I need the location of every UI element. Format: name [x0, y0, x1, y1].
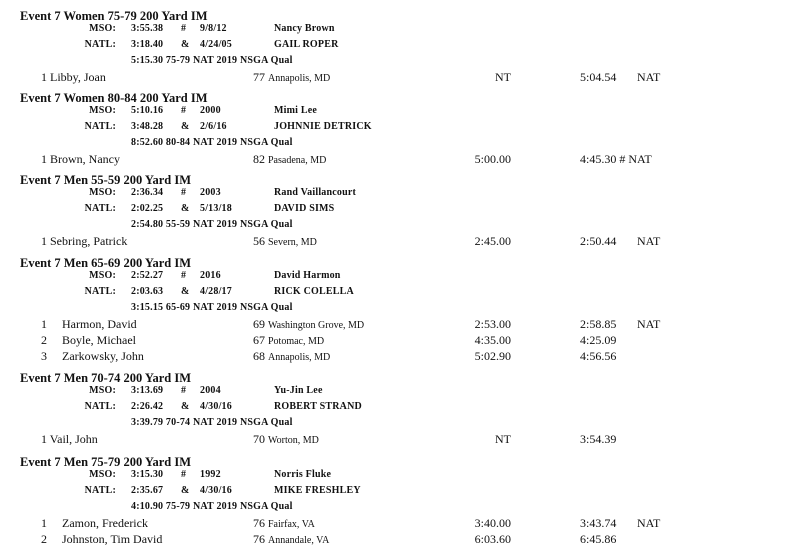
- qualifying-standard: 3:39.79 70-74 NAT 2019 NSGA Qual: [131, 417, 293, 428]
- record-date: 2003: [200, 187, 221, 198]
- swimmer-team: Potomac, MD: [268, 336, 325, 347]
- event-title: Event 7 Men 55-59 200 Yard IM: [20, 173, 192, 187]
- record-label: NATL:: [84, 485, 116, 496]
- swimmer-place: 1: [41, 70, 47, 84]
- record-mark: &: [181, 401, 190, 412]
- record-label: MSO:: [89, 385, 116, 396]
- final-time: 3:43.74: [580, 516, 617, 530]
- seed-time: 5:00.00: [474, 152, 511, 166]
- qualifying-standard: 5:15.30 75-79 NAT 2019 NSGA Qual: [131, 55, 293, 66]
- record-time: 2:26.42: [131, 401, 164, 412]
- event-title: Event 7 Women 80-84 200 Yard IM: [20, 91, 208, 105]
- swimmer-place: 1: [41, 317, 47, 331]
- swimmer-name: Brown, Nancy: [50, 152, 120, 166]
- record-holder: MIKE FRESHLEY: [274, 485, 361, 496]
- record-holder: Nancy Brown: [274, 23, 335, 34]
- record-mark: &: [181, 286, 190, 297]
- record-label: NATL:: [84, 401, 116, 412]
- record-date: 4/24/05: [200, 39, 232, 50]
- swimmer-place: 1: [41, 516, 47, 530]
- record-mark: &: [181, 39, 190, 50]
- swimmer-place: 1: [41, 152, 47, 166]
- record-mark: #: [181, 385, 187, 396]
- swimmer-place: 2: [41, 333, 47, 347]
- record-time: 2:02.25: [131, 203, 164, 214]
- record-mark: #: [181, 469, 187, 480]
- qualifying-standard: 4:10.90 75-79 NAT 2019 NSGA Qual: [131, 501, 293, 512]
- record-label: NATL:: [84, 286, 116, 297]
- final-time: 4:45.30 # NAT: [580, 152, 652, 166]
- event-title: Event 7 Men 65-69 200 Yard IM: [20, 256, 192, 270]
- record-holder: David Harmon: [274, 270, 341, 281]
- seed-time: 6:03.60: [474, 532, 511, 546]
- swimmer-name: Zamon, Frederick: [62, 516, 148, 530]
- swimmer-age: 77: [253, 70, 265, 84]
- record-label: MSO:: [89, 187, 116, 198]
- record-time: 2:35.67: [131, 485, 164, 496]
- swimmer-place: 3: [41, 349, 47, 363]
- qualifying-standard: 2:54.80 55-59 NAT 2019 NSGA Qual: [131, 219, 293, 230]
- seed-time: 3:40.00: [474, 516, 511, 530]
- record-mark: &: [181, 485, 190, 496]
- qualifying-standard: 3:15.15 65-69 NAT 2019 NSGA Qual: [131, 302, 293, 313]
- record-mark: #: [181, 23, 187, 34]
- record-holder: Rand Vaillancourt: [274, 187, 357, 198]
- record-date: 2000: [200, 105, 221, 116]
- swimmer-team: Annapolis, MD: [268, 352, 331, 363]
- record-time: 3:55.38: [131, 23, 164, 34]
- record-date: 5/13/18: [200, 203, 232, 214]
- swimmer-name: Sebring, Patrick: [50, 234, 128, 248]
- record-time: 5:10.16: [131, 105, 164, 116]
- seed-time: 2:45.00: [474, 234, 511, 248]
- swimmer-team: Fairfax, VA: [268, 519, 315, 530]
- final-time: 2:50.44: [580, 234, 617, 248]
- record-date: 2016: [200, 270, 221, 281]
- record-time: 3:15.30: [131, 469, 164, 480]
- record-holder: Yu-Jin Lee: [274, 385, 323, 396]
- qualifying-standard: 8:52.60 80-84 NAT 2019 NSGA Qual: [131, 137, 293, 148]
- seed-time: 5:02.90: [474, 349, 511, 363]
- swimmer-name: Vail, John: [49, 432, 98, 446]
- record-label: MSO:: [89, 270, 116, 281]
- record-holder: GAIL ROPER: [274, 39, 339, 50]
- record-date: 4/30/16: [200, 485, 232, 496]
- record-time: 2:03.63: [131, 286, 164, 297]
- final-time: 4:56.56: [580, 349, 617, 363]
- record-time: 2:52.27: [131, 270, 164, 281]
- qualifier-note: NAT: [637, 234, 661, 248]
- record-time: 2:36.34: [131, 187, 164, 198]
- swimmer-name: Johnston, Tim David: [62, 532, 163, 546]
- event-title: Event 7 Men 75-79 200 Yard IM: [20, 455, 192, 469]
- record-label: MSO:: [89, 105, 116, 116]
- final-time: 2:58.85: [580, 317, 617, 331]
- swimmer-team: Annandale, VA: [268, 535, 330, 546]
- record-mark: &: [181, 203, 190, 214]
- seed-time: NT: [495, 70, 511, 84]
- record-holder: Norris Fluke: [274, 469, 332, 480]
- final-time: 5:04.54: [580, 70, 617, 84]
- swimmer-team: Washington Grove, MD: [268, 320, 365, 331]
- swimmer-age: 67: [253, 333, 265, 347]
- swimmer-team: Severn, MD: [268, 237, 317, 248]
- record-label: NATL:: [84, 121, 116, 132]
- record-date: 1992: [200, 469, 221, 480]
- record-mark: &: [181, 121, 190, 132]
- record-mark: #: [181, 270, 187, 281]
- swimmer-team: Pasadena, MD: [268, 155, 327, 166]
- record-label: NATL:: [84, 39, 116, 50]
- record-mark: #: [181, 187, 187, 198]
- record-holder: ROBERT STRAND: [274, 401, 362, 412]
- record-label: MSO:: [89, 469, 116, 480]
- record-date: 9/8/12: [200, 23, 227, 34]
- swimmer-name: Zarkowsky, John: [62, 349, 144, 363]
- record-date: 4/30/16: [200, 401, 232, 412]
- swimmer-age: 69: [253, 317, 265, 331]
- swimmer-team: Annapolis, MD: [268, 73, 331, 84]
- swimmer-team: Worton, MD: [268, 435, 319, 446]
- swimmer-age: 68: [253, 349, 265, 363]
- record-time: 3:18.40: [131, 39, 164, 50]
- final-time: 4:25.09: [580, 333, 617, 347]
- record-date: 4/28/17: [200, 286, 232, 297]
- final-time: 3:54.39: [580, 432, 617, 446]
- swimmer-age: 76: [253, 516, 265, 530]
- event-title: Event 7 Men 70-74 200 Yard IM: [20, 371, 192, 385]
- event-title: Event 7 Women 75-79 200 Yard IM: [20, 9, 208, 23]
- seed-time: 2:53.00: [474, 317, 511, 331]
- qualifier-note: NAT: [637, 317, 661, 331]
- swimmer-age: 76: [253, 532, 265, 546]
- swimmer-name: Harmon, David: [62, 317, 137, 331]
- record-mark: #: [181, 105, 187, 116]
- record-date: 2/6/16: [200, 121, 227, 132]
- seed-time: 4:35.00: [474, 333, 511, 347]
- swimmer-age: 70: [253, 432, 265, 446]
- swimmer-name: Boyle, Michael: [62, 333, 136, 347]
- swimmer-age: 56: [253, 234, 265, 248]
- record-holder: RICK COLELLA: [274, 286, 354, 297]
- record-holder: Mimi Lee: [274, 105, 317, 116]
- swimmer-place: 1: [41, 432, 47, 446]
- swimmer-place: 2: [41, 532, 47, 546]
- record-holder: JOHNNIE DETRICK: [274, 121, 372, 132]
- record-holder: DAVID SIMS: [274, 203, 335, 214]
- swimmer-place: 1: [41, 234, 47, 248]
- record-time: 3:48.28: [131, 121, 164, 132]
- qualifier-note: NAT: [637, 70, 661, 84]
- record-time: 3:13.69: [131, 385, 164, 396]
- record-date: 2004: [200, 385, 221, 396]
- record-label: MSO:: [89, 23, 116, 34]
- record-label: NATL:: [84, 203, 116, 214]
- qualifier-note: NAT: [637, 516, 661, 530]
- swimmer-name: Libby, Joan: [50, 70, 106, 84]
- final-time: 6:45.86: [580, 532, 617, 546]
- swimmer-age: 82: [253, 152, 265, 166]
- seed-time: NT: [495, 432, 511, 446]
